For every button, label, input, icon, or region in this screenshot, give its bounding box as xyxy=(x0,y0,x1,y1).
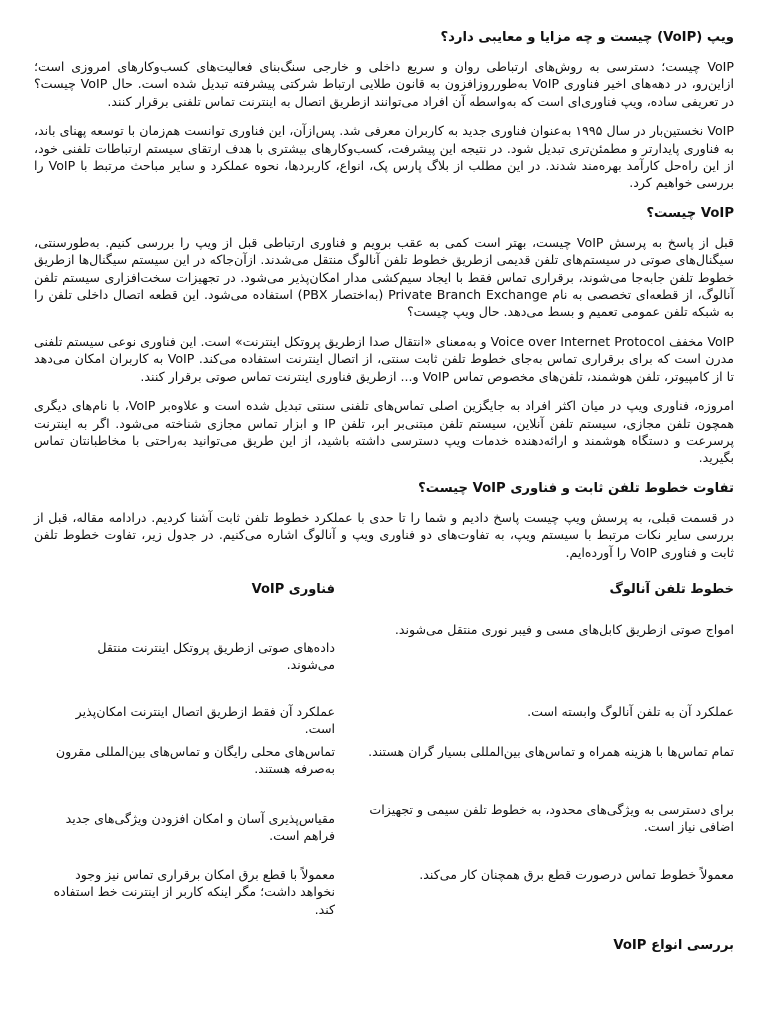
paragraph-today: امروزه، فناوری ویپ در میان اکثر افراد به جایگزین اصلی تماس‌های تلفنی سنتی تبدیل شده است و علاوه‌بر VoIP، با نام‌های دیگری همچون تلفن مجازی، سیستم تلفن آنلاین، سیستم تلفن مبتنی‌بر ابر، تلفن IP و ابزار تماس مجازی شناخته می‌شود. اگر به اینترنت پرسرعت و دستگاه هوشمند و ارائه‌دهنده خدمات ویپ دسترسی داشته باشید، از این طریق می‌توانید به‌راحتی با مخاطبانتان تماس بگیرید. xyxy=(34,398,734,466)
table-cell-analog: امواج صوتی ازطریق کابل‌های مسی و فیبر نوری منتقل می‌شوند. xyxy=(394,621,734,637)
paragraph-intro: VoIP چیست؛ دسترسی به روش‌های ارتباطی روان و سریع داخلی و خارجی سنگ‌بنای فعالیت‌های کسب‌وکارهای امروزی است؛ ازاین‌رو، در دهه‌های اخیر فناوری VoIP به‌طورروزافزون به قانون طلایی ارتباط شرکتی پیشرفته تبدیل شده است. حال VoIP چیست؟ در تعریفی ساده، ویپ فناوری‌ای است که به‌واسطه آن افراد می‌توانند ازطریق اتصال به اینترنت تماس تلفنی برقرار کنند. xyxy=(34,59,735,109)
paragraph-history: VoIP نخستین‌بار در سال ۱۹۹۵ به‌عنوان فناوری جدید به کاربران معرفی شد. پس‌ازآن، این فناوری توانست هم‌زمان با توسعه پهنای باند، به فناوری پایدارتر و مطمئن‌تری تبدیل شود. در نتیجه این پیشرفت، کسب‌وکارهای بیشتری با هدف ارتقای سیستم ارتباطات تلفنی خود، از این راه‌حل کارآمد بهره‌مند شدند. در این مطلب از بلاگ پارس پک، انواع، کاربردها، نحوه عملکرد و سایر مباحث مرتبط با VoIP را بررسی خواهیم کرد. xyxy=(34,123,734,191)
section-heading-difference: تفاوت خطوط تلفن ثابت و فناوری VoIP چیست؟ xyxy=(418,480,734,496)
table-cell-analog: تمام تماس‌ها با هزینه همراه و تماس‌های بین‌المللی بسیار گران هستند. xyxy=(368,743,734,759)
table-header-analog: خطوط تلفن آنالوگ xyxy=(609,581,734,597)
table-cell-voip: مقیاس‌پذیری آسان و امکان افزودن ویژگی‌های جدید فراهم است. xyxy=(65,810,335,844)
table-header-row xyxy=(34,579,734,617)
table-cell-voip: داده‌های صوتی ازطریق پروتکل اینترنت منتقل می‌شوند. xyxy=(97,639,335,673)
table-cell-voip: معمولاً با قطع برق امکان برقراری تماس نیز وجود نخواهد داشت؛ مگر اینکه کاربر از اینترنت خط استفاده کند. xyxy=(53,866,335,917)
table-cell-analog: معمولاً خطوط تماس درصورت قطع برق همچنان کار می‌کند. xyxy=(419,866,734,882)
table-cell-voip: عملکرد آن فقط ازطریق اتصال اینترنت امکان‌پذیر است. xyxy=(75,703,335,737)
table-row xyxy=(34,617,734,703)
table-row xyxy=(34,866,734,922)
paragraph-difference-intro: در قسمت قبلی، به پرسش ویپ چیست پاسخ دادیم و شما را تا حدی با عملکرد خطوط تلفن ثابت آشنا کردیم. درادامه مقاله، قبل از بررسی سایر نکات مرتبط با سیستم ویپ، به تفاوت‌های دو فناوری ویپ و آنالوگ اشاره می‌کنیم. در جدول زیر، تفاوت خطوط تلفن ثابت و فناوری VoIP را آورده‌ایم. xyxy=(34,509,734,560)
paragraph-analog: قبل از پاسخ به پرسش VoIP چیست، بهتر است کمی به عقب برویم و فناوری ارتباطی قبل از ویپ را بررسی کنیم. به‌طورسنتی، سیگنال‌های صوتی در سیستم‌های تلفن قدیمی ازطریق خطوط تلفن آنالوگ منتقل می‌شدند. ازآن‌جاکه در این سیستم سیگنال‌ها ازطریق خطوط تلفن جابه‌جا می‌شوند، برقراری تماس فقط با ایجاد سیم‌کشی مدار امکان‌پذیر می‌شود. در تجهیزات سخت‌افزاری سیستم تلفن آنالوگ، از قطعه‌ای تخصصی به نام Private Branch Exchange (به‌اختصار PBX) استفاده می‌شود. این قطعه اتصال داخلی تلفن را به شبکه تلفن عمومی تعمیم و بسط می‌دهد. حال ویپ چیست؟ xyxy=(34,234,734,320)
table-header-voip: فناوری VoIP xyxy=(251,581,335,597)
table-cell-analog: برای دسترسی به ویژگی‌های محدود، به خطوط تلفن سیمی و تجهیزات اضافی نیاز است. xyxy=(369,801,734,835)
table-row xyxy=(34,743,734,801)
table-cell-analog: عملکرد آن به تلفن آنالوگ وابسته است. xyxy=(527,703,734,719)
section-heading-voip-types: بررسی انواع VoIP xyxy=(613,937,734,953)
table-row xyxy=(34,703,734,743)
section-heading-what-is-voip: VoIP چیست؟ xyxy=(646,205,734,221)
table-cell-voip: تماس‌های محلی رایگان و تماس‌های بین‌المللی مقرون به‌صرفه هستند. xyxy=(55,743,335,777)
article-title: ویپ (VoIP) چیست و چه مزایا و معایبی دارد؟ xyxy=(440,30,734,45)
comparison-table xyxy=(34,579,734,922)
table-row xyxy=(34,801,734,866)
paragraph-definition: VoIP مخفف Voice over Internet Protocol و به‌معنای «انتقال صدا ازطریق پروتکل اینترنت» است. این فناوری نوعی سیستم تلفنی مدرن است که برای برقراری تماس به‌جای خطوط تلفن ثابت سنتی، از اتصال اینترنت استفاده می‌کند. VoIP به کاربران امکان می‌دهد تا از کامپیوتر، تلفن هوشمند، تلفن‌های مخصوص تماس VoIP و... ازطریق فناوری اینترنت تماس صوتی برقرار کنند. xyxy=(34,333,734,384)
